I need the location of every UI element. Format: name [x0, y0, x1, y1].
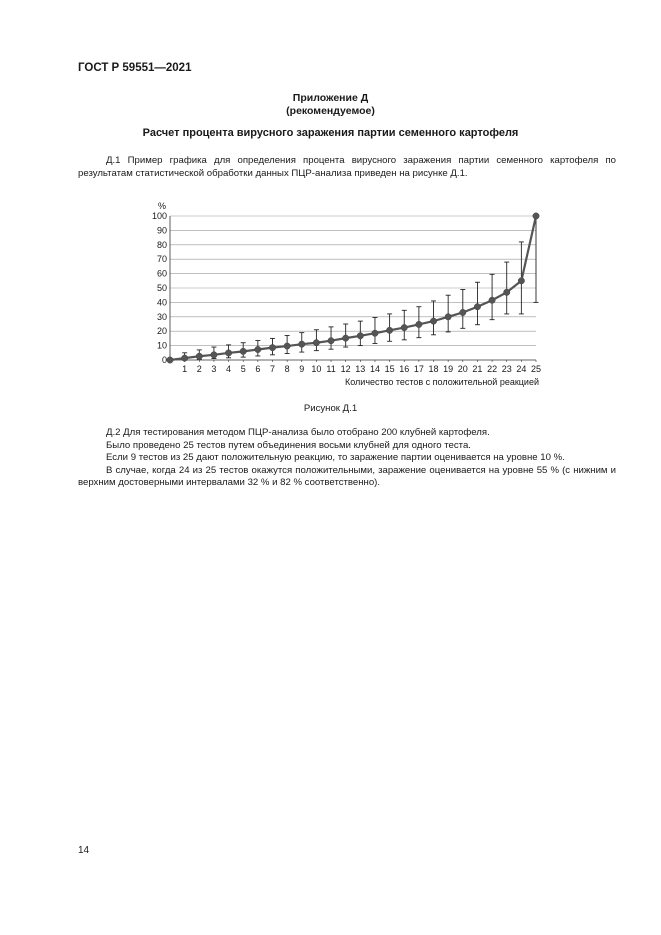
y-tick-30: 30 — [156, 311, 167, 322]
body-paragraphs — [78, 427, 616, 490]
data-point-13 — [357, 333, 363, 339]
x-tick-8: 8 — [284, 364, 290, 374]
y-tick-80: 80 — [156, 239, 167, 250]
data-point-7 — [269, 344, 275, 350]
page-number: 14 — [78, 845, 90, 856]
y-tick-10: 10 — [156, 340, 167, 351]
y-tick-0: 0 — [161, 355, 167, 365]
chart-axes — [170, 216, 536, 362]
y-tick-40: 40 — [156, 297, 167, 308]
chart-x-axis-label: Количество тестов с положительной реакцией — [345, 377, 539, 387]
data-point-18 — [430, 318, 436, 324]
body-line-3: Если 9 тестов из 25 дают положительную реакцию, то заражение партии оценивается на уровне 10 %. — [106, 452, 565, 463]
x-tick-21: 21 — [472, 364, 483, 374]
data-point-25 — [533, 213, 539, 219]
chart-y-tick-labels — [152, 211, 167, 365]
x-tick-2: 2 — [196, 364, 202, 374]
intro-paragraph — [78, 155, 616, 180]
y-tick-50: 50 — [156, 283, 167, 293]
x-tick-18: 18 — [428, 364, 439, 374]
chart-y-axis-label: % — [157, 201, 167, 211]
data-point-0 — [167, 357, 173, 363]
data-point-15 — [386, 327, 392, 333]
x-tick-5: 5 — [240, 364, 246, 374]
data-point-6 — [255, 346, 261, 352]
data-point-8 — [284, 343, 290, 349]
x-tick-3: 3 — [211, 364, 217, 374]
appendix-subtitle: (рекомендуемое) — [286, 105, 375, 117]
data-point-20 — [460, 309, 466, 315]
x-tick-4: 4 — [226, 364, 232, 374]
body-line-1: Д.2 Для тестирования методом ПЦР-анализа было отобрано 200 клубней картофеля. — [106, 427, 490, 438]
y-tick-20: 20 — [156, 326, 167, 337]
x-tick-17: 17 — [413, 364, 424, 374]
x-tick-13: 13 — [355, 364, 366, 374]
chart-x-tick-labels — [182, 364, 541, 374]
figure-caption: Рисунок Д.1 — [303, 403, 358, 414]
x-tick-24: 24 — [516, 364, 527, 374]
x-tick-1: 1 — [182, 364, 188, 374]
data-point-9 — [299, 341, 305, 347]
data-point-5 — [240, 348, 246, 354]
data-point-4 — [225, 350, 231, 356]
document-standard-header: ГОСТ Р 59551—2021 — [78, 62, 192, 74]
section-title: Расчет процента вирусного заражения партии семенного картофеля — [142, 127, 519, 139]
data-point-24 — [518, 278, 524, 284]
data-point-10 — [313, 340, 319, 346]
data-point-11 — [328, 338, 334, 344]
intro-text: Д.1 Пример графика для определения процента вирусного заражения партии семенного картофеля по результатам статистической обработки данных ПЦР-анализа приведен на рисунке Д.1. — [78, 155, 616, 179]
data-point-2 — [196, 353, 202, 359]
body-line-2: Было проведено 25 тестов путем объединения восьми клубней для одного теста. — [106, 439, 471, 451]
infection-chart — [140, 196, 560, 392]
data-point-16 — [401, 324, 407, 330]
x-tick-7: 7 — [269, 364, 275, 374]
data-point-3 — [211, 352, 217, 358]
appendix-title: Приложение Д — [292, 92, 369, 104]
data-point-23 — [504, 289, 510, 295]
x-tick-11: 11 — [326, 364, 336, 374]
y-tick-70: 70 — [156, 254, 167, 265]
y-tick-60: 60 — [156, 268, 167, 279]
x-tick-20: 20 — [457, 364, 468, 374]
chart-gridlines — [170, 216, 536, 346]
x-tick-22: 22 — [487, 364, 498, 374]
x-tick-10: 10 — [311, 364, 322, 374]
error-bar-20 — [460, 289, 465, 328]
x-tick-6: 6 — [255, 364, 261, 374]
data-point-12 — [342, 335, 348, 341]
data-point-21 — [474, 304, 480, 310]
x-tick-16: 16 — [399, 364, 410, 374]
data-point-1 — [181, 355, 187, 361]
data-point-17 — [416, 321, 422, 327]
x-tick-19: 19 — [443, 364, 454, 374]
body-line-4: В случае, когда 24 из 25 тестов окажутся положительными, заражение оценивается на уровне 55 % (с нижним и верхним достоверными интервалами 32 % и 82 % соответственно). — [78, 464, 616, 488]
data-point-19 — [445, 314, 451, 320]
data-point-14 — [372, 330, 378, 336]
data-point-22 — [489, 297, 495, 303]
appendix-heading — [0, 92, 661, 118]
x-tick-12: 12 — [340, 364, 351, 374]
x-tick-23: 23 — [501, 364, 512, 374]
y-tick-100: 100 — [151, 211, 167, 221]
x-tick-14: 14 — [369, 364, 380, 374]
x-tick-15: 15 — [384, 364, 395, 374]
y-tick-90: 90 — [156, 225, 167, 236]
x-tick-25: 25 — [530, 364, 542, 374]
x-tick-9: 9 — [299, 364, 305, 374]
